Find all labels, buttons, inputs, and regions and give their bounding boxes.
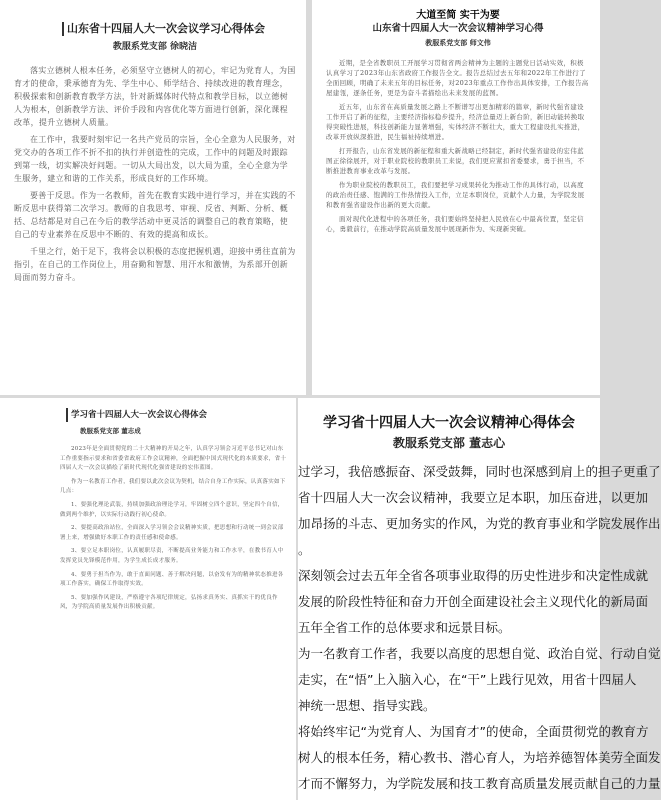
paragraph: 2、要提高政治站位，全面深入学习领会会议精神实质，把思想和行动统一到会议部署上来，增强做好本职工作的责任感和使命感。 xyxy=(60,525,284,541)
page-author: 教服系党支部 徐晓洁 xyxy=(112,42,198,52)
paragraph: 作为职业院校的教职员工，我们要把学习成果转化为推动工作的具体行动，以高度的政治责任感、饱满的工作热情投入工作，立足本职岗位，贡献个人力量，为学院发展和教育强省建设作出新的更大贡献。 xyxy=(326,181,585,209)
paragraph: 面对现代化进程中的各项任务，我们要始终坚持把人民放在心中最高位置，坚定信心，勇毅前行，在推动学院高质量发展中展现新作为、实现新突破。 xyxy=(326,215,584,233)
paragraph: 作为一名教育工作者，我们要以此次会议为契机，结合自身工作实际，认真落实如下几点： xyxy=(60,478,286,495)
text-line: 走实，在“悟”上入脑入心，在“干”上践行见效，用省十四届人 xyxy=(298,672,637,687)
text-line: 过学习，我倍感振奋、深受鼓舞，同时也深感到肩上的担子更重了 xyxy=(298,464,661,479)
page-author: 教服系党支部 师文伟 xyxy=(425,38,491,47)
text-line: 省十四届人大一次会议精神，我要立足本职，加压奋进，以更加 xyxy=(298,490,649,505)
text-line: 才而不懈努力，为学院发展和技工教育高质量发展贡献自己的力量 xyxy=(298,776,661,791)
text-line: 发展的阶段性特征和奋力开创全面建设社会主义现代化的新局面 xyxy=(298,594,649,609)
paragraph: 1、要强化理论武装，持续加强政治理论学习，牢固树立四个意识，坚定四个自信，做到两个维护，以实际行动践行初心使命。 xyxy=(60,501,284,518)
page-title: 学习省十四届人大一次会议精神心得体会 xyxy=(323,415,575,431)
text-line: 神统一思想、指导实践。 xyxy=(298,698,436,713)
page-author: 教服系党支部 董志心 xyxy=(392,436,506,450)
document-page-bottom-right xyxy=(298,398,661,800)
page-title: 山东省十四届人大一次会议精神学习心得 xyxy=(372,23,544,34)
text-line: 。 xyxy=(298,542,311,557)
page-title: 山东省十四届人大一次会议学习心得体会 xyxy=(62,22,296,36)
paragraph: 2023年是全面贯彻党的二十大精神的开局之年，认真学习领会习近平总书记对山东工作重要指示要求和省委省政府工作会议精神，全面把握中国式现代化的本质要求，省十四届人大一次会议描绘了新时代现代化强省建设的宏伟蓝图。 xyxy=(60,446,287,472)
paragraph: 5、要加强作风建设，严格遵守各项纪律规定，弘扬求真务实、真抓实干的优良作风，为学院高质量发展作出积极贡献。 xyxy=(60,594,278,611)
paragraph: 落实立德树人根本任务，必须坚守立德树人的初心，牢记为党育人，为国育才的使命，秉承德育为先、学生中心、师学结合、持续改进的教育理念，积极探索和创新教育教学方法，针对新媒体时代特点和教学目标，以立德树人为根本，创新教学方法、评价手段和内容优化等方面进行创新，深化课程改革，提升立德树人质量。 xyxy=(14,66,296,127)
page-author: 教服系党支部 董志成 xyxy=(80,427,141,435)
paragraph: 要善于反思。作为一名教师，首先在教育实践中进行学习，并在实践的不断反思中获得第二次学习。教师的自我思考、审视、反省、判断、分析、概括、总结都是对自己在今后的教学活动中更灵活的调整自己的教育策略，使自己的专业素养在反思中不断的、有效的提高和成长。 xyxy=(14,191,296,239)
text-line: 加昂扬的斗志、更加务实的作风，为党的教育事业和学院发展作出 xyxy=(298,516,661,531)
text-line: 树人的根本任务，精心教书、潜心育人，为培养德智体美劳全面发 xyxy=(298,750,661,765)
paragraph: 近五年，山东省在高质量发展之路上不断谱写出更加精彩的篇章，新时代强省建设工作开启了新的征程，主要经济指标稳步提升，经济总量迈上新台阶，新旧动能转换取得突破性进展，科技创新能力显著增强，实体经济不断壮大，重大工程建设扎实推进，改革开放纵深推进，民生福祉持续增进。 xyxy=(326,103,585,141)
text-line: 将始终牢记“为党育人、为国育才”的使命，全面贯彻党的教育方 xyxy=(298,724,649,739)
paragraph: 打开报告，山东省发展的新征程和重大新战略已经制定，新时代强省建设的宏伟蓝图正徐徐展开，对于职业院校的教职员工来说，我们更应紧扣省委要求，勇于担当，不断推进教育事业改革与发展。 xyxy=(326,147,585,175)
text-line: 五年全省工作的总体要求和远景目标。 xyxy=(298,620,511,635)
document-page-top-right xyxy=(312,0,600,395)
paragraph: 近期，是全省教职员工开展学习贯彻省两会精神为主题的主题党日活动实效，积极认真学习了2023年山东省政府工作报告全文。报告总结过去五年和2022年工作进行了全面回顾，明确了未来五年的目标任务，对2023年重点工作作出具体安排，工作报告高屋建瓴，逐条任务，更是为奋斗者描绘出未来发展的蓝图。 xyxy=(326,59,589,97)
page-title: 学习省十四届人大一次会议心得体会 xyxy=(66,408,288,422)
document-page-top-left xyxy=(0,0,306,395)
paragraph: 4、要勇于担当作为，敢于直面问题、善于解决问题，以奋发有为的精神状态推进各项工作落实，确保工作取得实效。 xyxy=(60,571,284,588)
paragraph: 千里之行，始于足下，我将会以积极的态度把握机遇，迎接中勇往直前为指引，在自己的工作岗位上，用奋勤和智慧、用汗水和激情，为系部开创新局面而努力奋斗。 xyxy=(14,247,296,282)
text-line: 为一名教育工作者，我要以高度的思想自觉、政治自觉、行动自觉 xyxy=(298,646,661,661)
paragraph: 3、要立足本职岗位，认真履职尽责，不断提高业务能力和工作水平，在教书育人中发挥党员先锋模范作用，为学生成长成才服务。 xyxy=(60,548,284,564)
paragraph: 在工作中，我要时刻牢记一名共产党员的宗旨，全心全意为人民服务，对党交办的各项工作不折不扣的执行并创造性的完成，工作中的问题及时跟踪到第一线，切实解决好问题。一切从大局出发，以大局为重，全心全意为学生服务，建立和谐的工作关系，形成良好的工作环境。 xyxy=(14,135,296,183)
document-page-bottom-left xyxy=(0,398,296,800)
text-line: 深刻领会过去五年全省各项事业取得的历史性进步和决定性成就 xyxy=(298,568,649,583)
page-tagline: 大道至简 实干为要 xyxy=(416,10,500,21)
